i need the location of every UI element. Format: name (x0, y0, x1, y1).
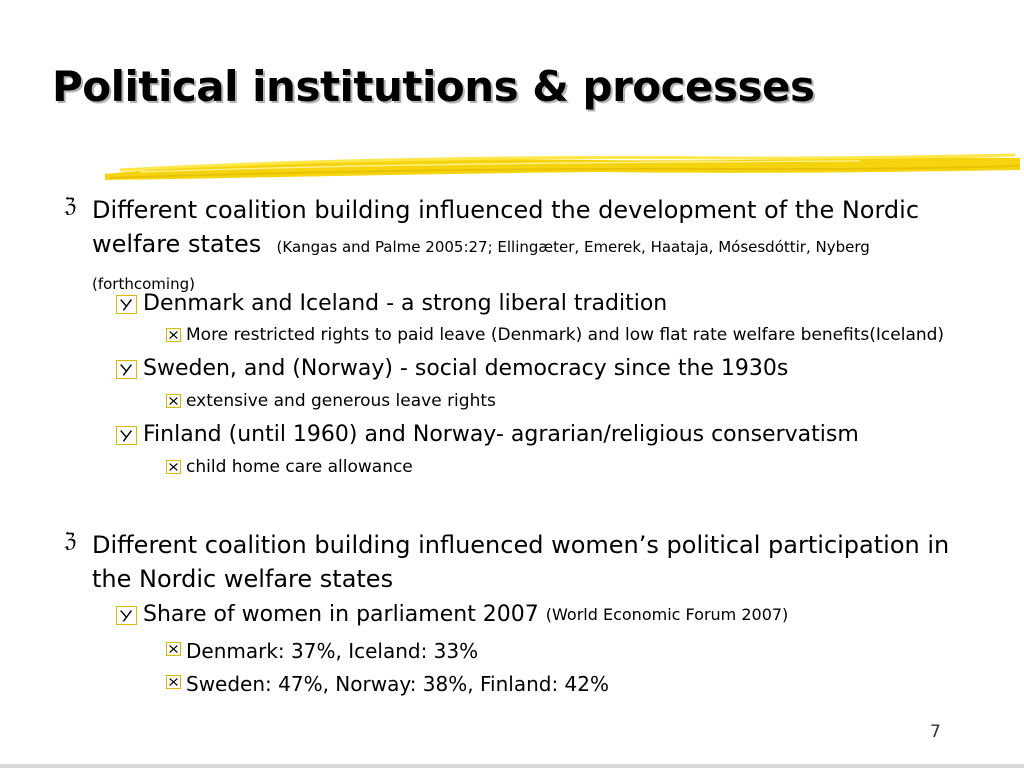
y-checkbox-icon (116, 360, 137, 379)
sub-sub-bullet-2-1-2 (166, 671, 609, 697)
sub-sub-bullet-2-1-1-text: Denmark: 37%, Iceland: 33% (186, 639, 479, 663)
z-bullet-icon: ℨ (64, 193, 77, 217)
bullet-2 (64, 528, 962, 596)
x-checkbox-icon (166, 460, 181, 474)
sub-bullet-1-2 (116, 354, 788, 384)
sub-sub-bullet-1-2-1 (166, 390, 496, 412)
sub-sub-bullet-1-1-1-text: More restricted rights to paid leave (Denmark) and low flat rate welfare benefits(Iceland) (186, 325, 945, 345)
bullet-1-text-block (92, 193, 962, 301)
sub-sub-bullet-2-1-2-text: Sweden: 47%, Norway: 38%, Finland: 42% (186, 672, 609, 696)
sub-sub-bullet-2-1-1 (166, 638, 478, 664)
sub-bullet-1-1 (116, 289, 667, 319)
bullet-2-text: Different coalition building influenced women’s political participation in the Nordic welfare states (92, 531, 950, 593)
y-checkbox-icon (116, 295, 137, 314)
sub-bullet-2-1-citation: (World Economic Forum 2007) (545, 605, 789, 624)
sub-sub-bullet-1-3-1 (166, 456, 413, 478)
sub-bullet-1-2-text: Sweden, and (Norway) - social democracy since the 1930s (143, 356, 789, 381)
sub-sub-bullet-1-1-1 (166, 324, 944, 346)
bullet-1-citation: (Kangas and Palme 2005:27; Ellingæter, Emerek, Haataja, Mósesdóttir, Nyberg (forthcoming) (92, 238, 870, 293)
bullet-1 (64, 193, 962, 301)
sub-bullet-1-1-text: Denmark and Iceland - a strong liberal tradition (143, 291, 668, 316)
y-checkbox-icon (116, 426, 137, 445)
y-checkbox-icon (116, 606, 137, 625)
sub-bullet-2-1 (116, 600, 788, 630)
bullet-1-text: Different coalition building influenced the development of the Nordic welfare states (92, 196, 920, 258)
x-checkbox-icon (166, 394, 181, 408)
sub-sub-bullet-1-3-1-text: child home care allowance (186, 457, 413, 477)
page-number: 7 (930, 722, 941, 742)
bottom-divider (0, 764, 1024, 768)
x-checkbox-icon (166, 675, 181, 689)
sub-sub-bullet-1-2-1-text: extensive and generous leave rights (186, 391, 496, 411)
z-bullet-icon: ℨ (64, 528, 77, 552)
x-checkbox-icon (166, 328, 181, 342)
slide-title: Political institutions & processes (52, 62, 815, 111)
yellow-brush-stroke (100, 150, 1024, 190)
sub-bullet-1-3 (116, 420, 859, 450)
sub-bullet-1-3-text: Finland (until 1960) and Norway- agrarian/religious conservatism (143, 422, 859, 447)
sub-bullet-2-1-text: Share of women in parliament 2007 (143, 602, 539, 627)
x-checkbox-icon (166, 642, 181, 656)
